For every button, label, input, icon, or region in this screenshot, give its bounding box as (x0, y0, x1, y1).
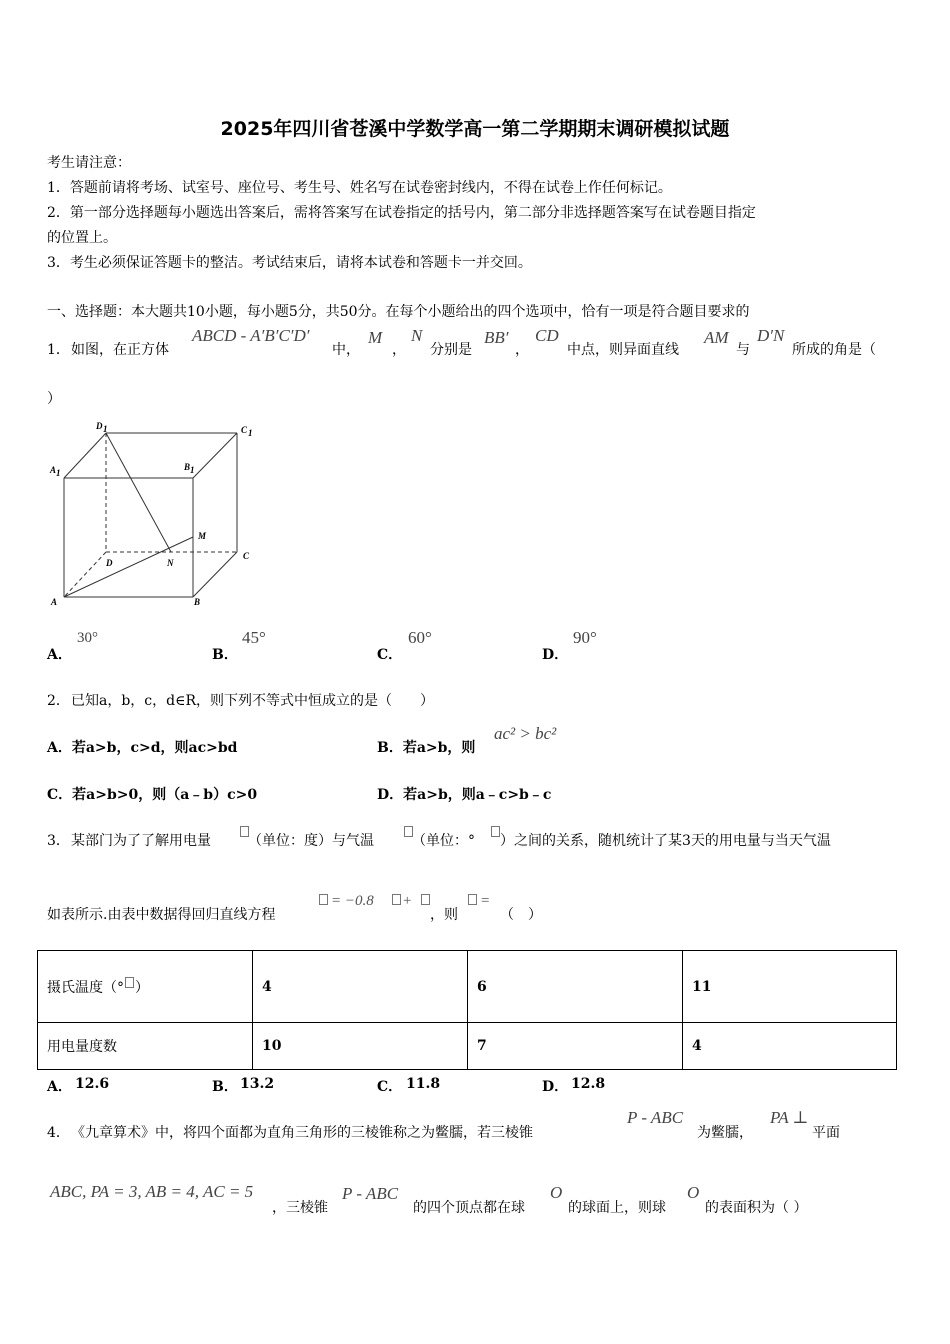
q1-option-a-label: A． (47, 647, 72, 663)
q1-math-cube: ABCD - A′B′C′D′ (192, 326, 310, 345)
q1-math-cd: CD (535, 326, 559, 345)
q1-math-m: M (368, 328, 383, 347)
q1-math-bb: BB′ (484, 328, 509, 347)
label-a: A (51, 597, 58, 607)
q3-option-b-value: 13.2 (240, 1076, 275, 1092)
label-c: C (243, 551, 250, 561)
missing-glyph-c (491, 826, 500, 837)
data-table (37, 950, 897, 1070)
q3-number: 3． (47, 833, 70, 849)
table-cell: 10 (253, 1023, 468, 1070)
notice-item-2: 2．第一部分选择题每小题选出答案后，需将答案写在试卷指定的括号内，第二部分非选择题答案写在试卷题目指定 (47, 205, 756, 221)
label-m: M (198, 531, 207, 541)
q1-option-b-value: 45° (242, 628, 266, 647)
table-row-label: 用电量度数 (38, 1023, 253, 1070)
q1-text-2: 中， (332, 342, 360, 358)
label-b1-sub: 1 (190, 465, 195, 475)
table-row (38, 1023, 897, 1070)
q3-text-3: （单位：° (412, 833, 475, 849)
q3-option-d-label: D． (542, 1079, 569, 1095)
q1-text-1: 如图，在正方体 (71, 342, 169, 358)
table-cell: 6 (468, 951, 683, 1023)
q1-option-a-value: 30° (77, 630, 98, 646)
q1-text-4: 分别是 (430, 342, 472, 358)
cube-figure (40, 415, 270, 615)
q1-option-b-label: B． (212, 647, 238, 663)
q3-equals: = (481, 893, 490, 909)
q1-text-8: 所成的角是（ (792, 342, 876, 358)
q3-option-d-value: 12.8 (571, 1076, 606, 1092)
missing-glyph-yhat (319, 894, 328, 905)
notice-item-3: 3．考生必须保证答题卡的整洁。考试结束后，请将本试卷和答题卡一并交回。 (47, 255, 532, 271)
label-d: D (106, 558, 113, 568)
label-b1: B (184, 462, 191, 472)
q2-option-b-math: ac² > bc² (494, 724, 557, 743)
label-c1-sub: 1 (248, 428, 253, 438)
q4-math-pabc: P - ABC (627, 1108, 684, 1127)
q2-option-c: C．若a>b>0，则（a﹣b）c>0 (47, 787, 258, 803)
table-cell: 4 (683, 1023, 897, 1070)
q3-option-c-label: C． (377, 1079, 403, 1095)
q3-text-2: （单位：度）与气温 (248, 833, 374, 849)
q1-option-c-value: 60° (408, 628, 432, 647)
q1-option-c-label: C． (377, 647, 403, 663)
q1-option-d-label: D． (542, 647, 569, 663)
q4-text-7: 的表面积为（ ） (705, 1200, 808, 1216)
q1-text-9: ） (47, 391, 61, 407)
q4-math-conditions: ABC, PA = 3, AB = 4, AC = 5 (50, 1182, 254, 1201)
table-cell: 7 (468, 1023, 683, 1070)
missing-glyph-ahat (421, 894, 430, 905)
q1-text-5: ， (515, 342, 529, 358)
q3-text-1: 某部门为了了解用电量 (71, 833, 211, 849)
q3-option-b-label: B． (212, 1079, 238, 1095)
q4-text-5: 的四个顶点都在球 (413, 1200, 525, 1216)
q3-regression-coef: = −0.8 (331, 893, 374, 909)
section-heading: 一、选择题：本大题共10小题，每小题5分，共50分。在每个小题给出的四个选项中，恰有一项是符合题目要求的 (47, 304, 750, 320)
q4-text-6: 的球面上，则球 (568, 1200, 666, 1216)
q4-math-o: O (550, 1183, 563, 1202)
label-d1-sub: 1 (103, 424, 108, 434)
notice-item-2-cont: 的位置上。 (47, 230, 117, 246)
table-row-label: 摄氏温度（° ） (38, 951, 253, 1023)
missing-glyph-x2 (392, 894, 401, 905)
q1-text-3: ， (392, 342, 406, 358)
q4-text-4: ，三棱锥 (272, 1200, 328, 1216)
q3-option-c-value: 11.8 (406, 1076, 441, 1092)
missing-glyph-celsius (125, 977, 134, 988)
q4-text-2: 为鳖臑， (697, 1125, 753, 1141)
q1-math-dn: D′N (757, 326, 785, 345)
label-n: N (167, 558, 174, 568)
q1-option-d-value: 90° (573, 628, 597, 647)
q3-option-a-label: A． (47, 1079, 72, 1095)
notice-item-1: 1．答题前请将考场、试室号、座位号、考生号、姓名写在试卷密封线内，不得在试卷上作任何标记。 (47, 180, 672, 196)
q3-option-a-value: 12.6 (75, 1076, 110, 1092)
q4-math-o-2: O (687, 1183, 700, 1202)
q1-math-am: AM (704, 328, 729, 347)
table-row (38, 951, 897, 1023)
page-title: 2025年四川省苍溪中学数学高一第二学期期末调研模拟试题 (220, 118, 730, 140)
notice-heading: 考生请注意： (47, 155, 131, 171)
label-d1: D (96, 421, 103, 431)
label-a1: A (50, 465, 57, 475)
q3-plus: + (403, 893, 412, 909)
table-cell: 11 (683, 951, 897, 1023)
label-a1-sub: 1 (56, 468, 61, 478)
q2-number: 2． (47, 693, 70, 709)
label-b: B (194, 597, 201, 607)
q4-math-pa: PA ⊥ (770, 1108, 809, 1127)
q1-number: 1． (47, 342, 70, 358)
missing-glyph-ahat2 (468, 894, 477, 905)
table-cell: 4 (253, 951, 468, 1023)
q2-option-b: B．若a>b，则 (377, 740, 476, 756)
q4-number: 4． (47, 1125, 70, 1141)
q4-math-pabc-2: P - ABC (342, 1184, 399, 1203)
q2-stem: 已知a，b，c，d∈R，则下列不等式中恒成立的是（ ） (71, 693, 435, 709)
q2-option-d: D．若a>b，则a﹣c>b﹣c (377, 787, 552, 803)
q1-math-n: N (411, 326, 423, 345)
q3-text-4: ）之间的关系，随机统计了某3天的用电量与当天气温 (500, 833, 831, 849)
q3-text-7: （ ） (500, 907, 542, 923)
q1-text-6: 中点，则异面直线 (567, 342, 679, 358)
q1-text-7: 与 (736, 342, 750, 358)
q3-text-5: 如表所示.由表中数据得回归直线方程 (47, 907, 276, 923)
q2-option-a: A．若a>b，c>d，则ac>bd (47, 740, 238, 756)
q4-text-3: 平面 (812, 1125, 840, 1141)
q4-text-1: 《九章算术》中，将四个面都为直角三角形的三棱锥称之为鳖臑，若三棱锥 (71, 1125, 533, 1141)
q3-text-6: ，则 (430, 907, 458, 923)
label-c1: C (241, 425, 248, 435)
